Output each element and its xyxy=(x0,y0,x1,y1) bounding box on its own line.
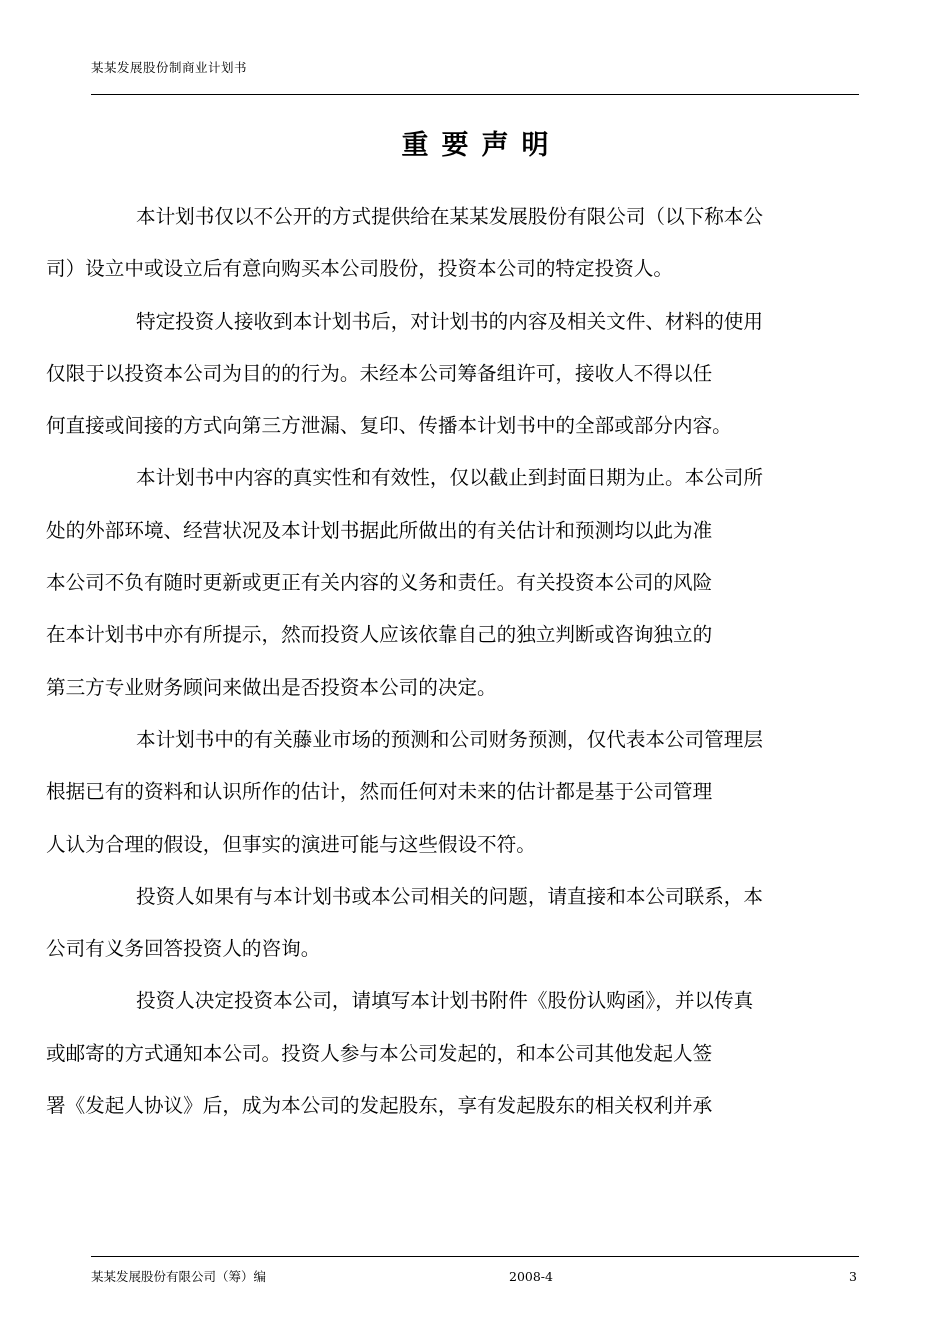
page-footer xyxy=(91,1256,859,1291)
page-title: 重要声明 xyxy=(401,130,562,161)
paragraph-line: 人认为合理的假设，但事实的演进可能与这些假设不符。 xyxy=(46,832,536,856)
paragraph-4 xyxy=(46,714,859,871)
page-header xyxy=(91,60,859,95)
paragraph-line: 司）设立中或设立后有意向购买本公司股份，投资本公司的特定投资人。 xyxy=(46,257,673,281)
paragraph-line: 投资人决定投资本公司，请填写本计划书附件《股份认购函》，并以传真 xyxy=(136,989,754,1013)
page-number: 3 xyxy=(849,1269,857,1284)
paragraph-line: 本公司不负有随时更新或更正有关内容的义务和责任。有关投资本公司的风险 xyxy=(46,571,713,595)
paragraph-line: 本计划书仅以不公开的方式提供给在某某发展股份有限公司（以下称本公 xyxy=(136,205,763,228)
paragraph-line: 或邮寄的方式通知本公司。投资人参与本公司发起的，和本公司其他发起人签 xyxy=(46,1041,713,1065)
paragraph-1 xyxy=(46,191,859,296)
paragraph-line: 特定投资人接收到本计划书后，对计划书的内容及相关文件、材料的使用 xyxy=(136,309,763,333)
paragraph-line: 第三方专业财务顾问来做出是否投资本公司的决定。 xyxy=(46,675,497,699)
paragraph-line: 本计划书中的有关藤业市场的预测和公司财务预测，仅代表本公司管理层 xyxy=(136,727,763,751)
paragraph-6 xyxy=(46,975,859,1132)
paragraph-line: 公司有义务回答投资人的咨询。 xyxy=(46,937,321,961)
paragraph-line: 在本计划书中亦有所提示，然而投资人应该依靠自己的独立判断或咨询独立的 xyxy=(46,623,713,647)
paragraph-line: 本计划书中内容的真实性和有效性，仅以截止到封面日期为止。本公司所 xyxy=(136,466,763,490)
footer-date: 2008-4 xyxy=(509,1269,553,1284)
paragraph-line: 投资人如果有与本计划书或本公司相关的问题，请直接和本公司联系，本 xyxy=(136,884,763,908)
paragraph-2 xyxy=(46,296,859,453)
paragraph-5 xyxy=(46,871,859,976)
header-text: 某某发展股份制商业计划书 xyxy=(91,60,248,75)
paragraph-line: 处的外部环境、经营状况及本计划书据此所做出的有关估计和预测均以此为准 xyxy=(46,518,713,542)
paragraph-line: 仅限于以投资本公司为目的的行为。未经本公司筹备组许可，接收人不得以任 xyxy=(46,361,713,385)
paragraph-line: 根据已有的资料和认识所作的估计，然而任何对未来的估计都是基于公司管理 xyxy=(46,780,713,804)
paragraph-3 xyxy=(46,452,859,713)
paragraph-line: 何直接或间接的方式向第三方泄漏、复印、传播本计划书中的全部或部分内容。 xyxy=(46,414,732,438)
footer-publisher: 某某发展股份有限公司（筹）编 xyxy=(91,1269,267,1284)
body-text xyxy=(46,191,859,1132)
paragraph-line: 署《发起人协议》后，成为本公司的发起股东，享有发起股东的相关权利并承 xyxy=(46,1094,713,1118)
